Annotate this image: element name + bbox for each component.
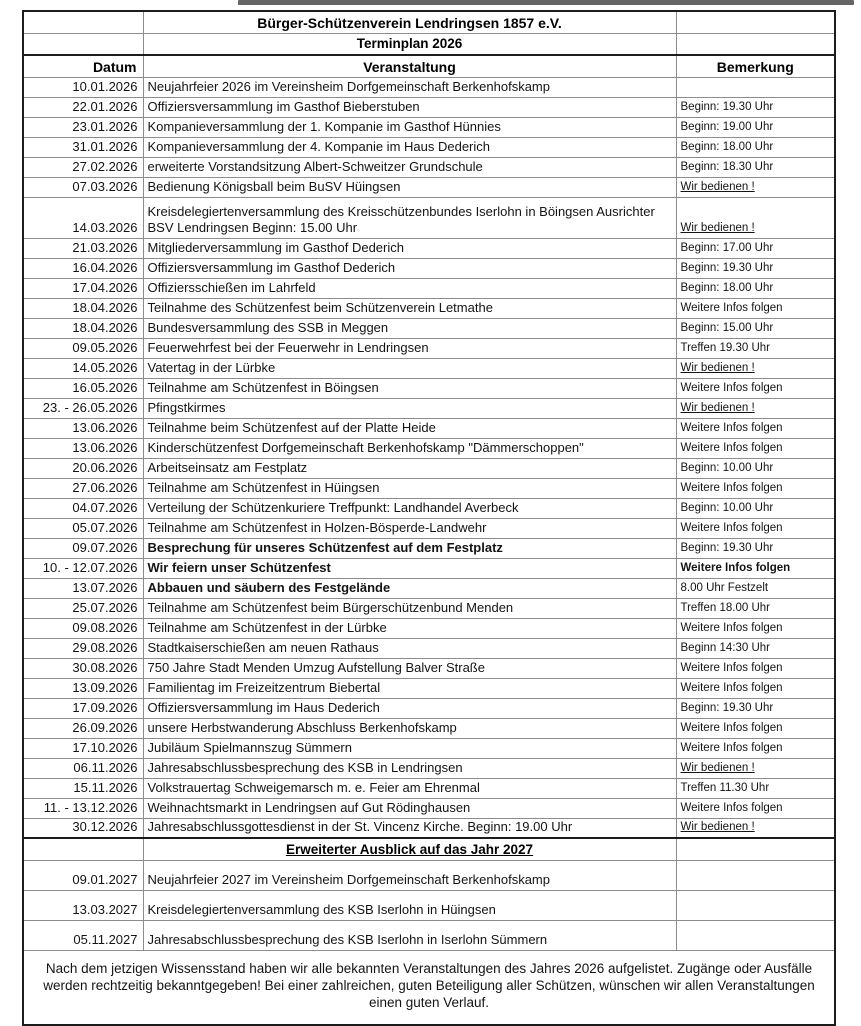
table-row [23,438,835,458]
page-subtitle: Terminplan 2026 [143,33,676,55]
date-cell: 06.11.2026 [23,758,143,778]
date-cell: 23.01.2026 [23,117,143,137]
remark-text: Wir bedienen ! [680,821,755,833]
remark-cell [676,578,835,598]
event-cell: Stadtkaiserschießen am neuen Rathaus [143,638,676,658]
date-cell: 15.11.2026 [23,778,143,798]
event-cell: Offiziersversammlung im Haus Dederich [143,698,676,718]
table-row [23,398,835,418]
date-cell: 16.05.2026 [23,378,143,398]
schedule-2027-body [23,860,835,950]
remark-cell [676,238,835,258]
table-row [23,920,835,950]
remark-text: Weitere Infos folgen [680,621,783,634]
date-cell: 09.01.2027 [23,860,143,890]
date-cell: 23. - 26.05.2026 [23,398,143,418]
date-cell: 09.07.2026 [23,538,143,558]
remark-text: Wir bedienen ! [680,221,755,234]
table-row [23,518,835,538]
remark-text: Beginn: 18.00 Uhr [680,140,774,153]
column-header-bemerkung: Bemerkung [676,55,835,77]
subtitle-row [23,33,835,55]
event-cell: Teilnahme beim Schützenfest auf der Platte Heide [143,418,676,438]
date-cell: 22.01.2026 [23,97,143,117]
date-cell: 27.02.2026 [23,157,143,177]
event-cell: Besprechung für unseres Schützenfest auf dem Festplatz [143,538,676,558]
event-cell: Familientag im Freizeitzentrum Biebertal [143,678,676,698]
remark-cell [676,558,835,578]
remark-cell [676,598,835,618]
outlook-header-right-cell [676,838,835,860]
remark-text: Beginn: 18.30 Uhr [680,160,774,173]
event-cell: Jahresabschlussbesprechung des KSB Iserlohn in Iserlohn Sümmern [143,920,676,950]
remark-text: Weitere Infos folgen [680,721,783,734]
event-cell: Kreisdelegiertenversammlung des KSB Iserlohn in Hüingsen [143,890,676,920]
event-cell: Verteilung der Schützenkuriere Treffpunkt: Landhandel Averbeck [143,498,676,518]
remark-cell [676,197,835,238]
remark-cell [676,890,835,920]
remark-cell [676,678,835,698]
event-cell: Abbauen und säubern des Festgelände [143,578,676,598]
table-row [23,177,835,197]
schedule-2026-body [23,77,835,838]
table-row [23,758,835,778]
column-header-veranstaltung: Veranstaltung [143,55,676,77]
date-cell: 17.10.2026 [23,738,143,758]
event-cell: Offiziersversammlung im Gasthof Bieberstuben [143,97,676,117]
date-cell: 17.09.2026 [23,698,143,718]
table-row [23,638,835,658]
date-cell: 13.03.2027 [23,890,143,920]
event-cell: Kinderschützenfest Dorfgemeinschaft Berkenhofskamp "Dämmerschoppen" [143,438,676,458]
scan-artifact [238,0,854,5]
table-row [23,860,835,890]
event-cell: Teilnahme am Schützenfest beim Bürgerschützenbund Menden [143,598,676,618]
event-cell: Teilnahme am Schützenfest in Hüingsen [143,478,676,498]
subtitle-right-cell [676,33,835,55]
table-row [23,738,835,758]
table-row [23,478,835,498]
event-cell [143,197,676,238]
remark-cell [676,137,835,157]
table-row [23,618,835,638]
date-cell: 30.12.2026 [23,818,143,838]
footer-row [23,950,835,1025]
event-cell: unsere Herbstwanderung Abschluss Berkenhofskamp [143,718,676,738]
remark-cell [676,177,835,197]
table-row [23,818,835,838]
event-cell: Volkstrauertag Schweigemarsch m. e. Feier am Ehrenmal [143,778,676,798]
remark-cell [676,278,835,298]
remark-text: Treffen 18.00 Uhr [680,601,770,614]
remark-text: 8.00 Uhr Festzelt [680,581,769,594]
remark-cell [676,438,835,458]
event-cell: Feuerwehrfest bei der Feuerwehr in Lendringsen [143,338,676,358]
remark-text: Weitere Infos folgen [680,681,783,694]
event-cell: Jahresabschlussbesprechung des KSB in Lendringsen [143,758,676,778]
event-cell: Neujahrfeier 2027 im Vereinsheim Dorfgemeinschaft Berkenhofskamp [143,860,676,890]
event-line: BSV Lendringsen Beginn: 15.00 Uhr [147,219,358,235]
remark-text: Beginn: 10.00 Uhr [680,461,774,474]
table-row [23,157,835,177]
table-header-rows [23,11,835,77]
remark-cell [676,618,835,638]
remark-text: Treffen 11.30 Uhr [680,781,770,794]
remark-cell [676,758,835,778]
remark-cell [676,418,835,438]
event-cell: Neujahrfeier 2026 im Vereinsheim Dorfgemeinschaft Berkenhofskamp [143,77,676,97]
event-cell: Jubiläum Spielmannszug Sümmern [143,738,676,758]
table-row [23,117,835,137]
remark-text: Weitere Infos folgen [680,481,783,494]
column-header-row [23,55,835,77]
remark-text: Beginn: 10.00 Uhr [680,501,774,514]
remark-cell [676,778,835,798]
remark-cell [676,77,835,97]
remark-text: Wir bedienen ! [680,761,755,774]
table-row [23,238,835,258]
remark-cell [676,258,835,278]
event-cell: Kompanieversammlung der 1. Kompanie im Gasthof Hünnies [143,117,676,137]
remark-cell [676,738,835,758]
date-cell: 14.03.2026 [23,197,143,238]
date-cell: 17.04.2026 [23,278,143,298]
date-cell: 07.03.2026 [23,177,143,197]
remark-cell [676,860,835,890]
remark-text: Weitere Infos folgen [680,561,791,574]
date-cell: 09.05.2026 [23,338,143,358]
remark-text: Beginn: 19.30 Uhr [680,701,774,714]
table-row [23,338,835,358]
date-cell: 16.04.2026 [23,258,143,278]
event-cell: Arbeitseinsatz am Festplatz [143,458,676,478]
table-row [23,137,835,157]
event-cell: Wir feiern unser Schützenfest [143,558,676,578]
outlook-section [23,838,835,860]
remark-cell [676,638,835,658]
remark-cell [676,698,835,718]
date-cell: 04.07.2026 [23,498,143,518]
outlook-section-title: Erweiterter Ausblick auf das Jahr 2027 [143,838,676,860]
table-row [23,538,835,558]
title-row [23,11,835,33]
event-cell: Kompanieversammlung der 4. Kompanie im Haus Dederich [143,137,676,157]
remark-cell [676,658,835,678]
date-cell: 18.04.2026 [23,318,143,338]
date-cell: 05.11.2027 [23,920,143,950]
remark-text: Beginn 14:30 Uhr [680,641,771,654]
event-cell: Mitgliederversammlung im Gasthof Dederich [143,238,676,258]
remark-text: Weitere Infos folgen [680,801,783,814]
title-left-cell [23,11,143,33]
remark-text: Weitere Infos folgen [680,741,783,754]
table-row [23,718,835,738]
event-cell: 750 Jahre Stadt Menden Umzug Aufstellung Balver Straße [143,658,676,678]
remark-cell [676,318,835,338]
event-cell: Teilnahme des Schützenfest beim Schützenverein Letmathe [143,298,676,318]
date-cell: 25.07.2026 [23,598,143,618]
remark-cell [676,538,835,558]
title-right-cell [676,11,835,33]
event-cell: Bedienung Königsball beim BuSV Hüingsen [143,177,676,197]
table-row [23,458,835,478]
table-row [23,318,835,338]
page-title: Bürger-Schützenverein Lendringsen 1857 e.V. [143,11,676,33]
remark-text: Beginn: 17.00 Uhr [680,241,774,254]
footer-cell [23,950,835,1025]
remark-text: Weitere Infos folgen [680,381,783,394]
table-row [23,197,835,238]
date-cell: 18.04.2026 [23,298,143,318]
table-row [23,558,835,578]
remark-text: Beginn: 18.00 Uhr [680,281,774,294]
remark-text: Beginn: 15.00 Uhr [680,321,774,334]
table-row [23,298,835,318]
terminplan-table [22,10,836,1026]
table-row [23,658,835,678]
remark-text: Beginn: 19.30 Uhr [680,261,774,274]
remark-cell [676,478,835,498]
footer-section [23,950,835,1025]
table-row [23,258,835,278]
date-cell: 31.01.2026 [23,137,143,157]
date-cell: 21.03.2026 [23,238,143,258]
outlook-header-left-cell [23,838,143,860]
date-cell: 29.08.2026 [23,638,143,658]
remark-cell [676,920,835,950]
event-cell: Teilnahme am Schützenfest in Holzen-Bösperde-Landwehr [143,518,676,538]
date-cell: 09.08.2026 [23,618,143,638]
remark-cell [676,798,835,818]
date-cell: 30.08.2026 [23,658,143,678]
remark-text: Beginn: 19.30 Uhr [680,100,774,113]
table-row [23,698,835,718]
event-cell: Offiziersschießen im Lahrfeld [143,278,676,298]
remark-cell [676,97,835,117]
date-cell: 26.09.2026 [23,718,143,738]
remark-cell [676,157,835,177]
remark-text: Weitere Infos folgen [680,421,783,434]
table-row [23,890,835,920]
column-header-datum: Datum [23,55,143,77]
date-cell: 11. - 13.12.2026 [23,798,143,818]
date-cell: 13.07.2026 [23,578,143,598]
remark-cell [676,298,835,318]
remark-text: Weitere Infos folgen [680,661,783,674]
event-cell: Jahresabschlussgottesdienst in der St. Vincenz Kirche. Beginn: 19.00 Uhr [143,818,676,838]
date-cell: 10. - 12.07.2026 [23,558,143,578]
table-row [23,378,835,398]
remark-text: Treffen 19.30 Uhr [680,341,770,354]
event-cell: Teilnahme am Schützenfest in der Lürbke [143,618,676,638]
date-cell: 13.06.2026 [23,438,143,458]
event-cell: Offiziersversammlung im Gasthof Dederich [143,258,676,278]
table-row [23,418,835,438]
footer-note: Nach dem jetzigen Wissensstand haben wir alle bekannten Veranstaltungen des Jahres 2026 aufgelistet. Zugänge oder Ausfälle werden rechtzeitig bekanntgegeben! Bei einer zahlreichen, guten Beteiligung aller Schützen, wünschen wir allen Veranstaltungen einen guten Verlauf. [43,960,815,1010]
table-row [23,678,835,698]
event-cell: Pfingstkirmes [143,398,676,418]
date-cell: 10.01.2026 [23,77,143,97]
table-row [23,798,835,818]
remark-cell [676,338,835,358]
remark-cell [676,498,835,518]
remark-text: Wir bedienen ! [680,361,755,374]
remark-cell [676,378,835,398]
table-row [23,778,835,798]
date-cell: 13.09.2026 [23,678,143,698]
remark-text: Beginn: 19.00 Uhr [680,120,774,133]
date-cell: 13.06.2026 [23,418,143,438]
remark-cell [676,718,835,738]
outlook-header-row [23,838,835,860]
table-row [23,97,835,117]
remark-text: Weitere Infos folgen [680,301,783,314]
table-row [23,77,835,97]
remark-cell [676,518,835,538]
date-cell: 27.06.2026 [23,478,143,498]
event-line: Kreisdelegiertenversammlung des Kreisschützenbundes Iserlohn in Böingsen Ausrichter [147,203,655,219]
table-row [23,578,835,598]
remark-cell [676,458,835,478]
remark-cell [676,398,835,418]
event-cell: erweiterte Vorstandsitzung Albert-Schweitzer Grundschule [143,157,676,177]
remark-cell [676,818,835,838]
date-cell: 05.07.2026 [23,518,143,538]
date-cell: 14.05.2026 [23,358,143,378]
remark-cell [676,358,835,378]
event-cell: Weihnachtsmarkt in Lendringsen auf Gut Rödinghausen [143,798,676,818]
table-row [23,498,835,518]
subtitle-left-cell [23,33,143,55]
remark-text: Weitere Infos folgen [680,521,783,534]
event-cell: Vatertag in der Lürbke [143,358,676,378]
date-cell: 20.06.2026 [23,458,143,478]
table-row [23,358,835,378]
remark-cell [676,117,835,137]
table-row [23,598,835,618]
table-row [23,278,835,298]
remark-text: Beginn: 19.30 Uhr [680,541,774,554]
event-cell: Bundesversammlung des SSB in Meggen [143,318,676,338]
event-cell: Teilnahme am Schützenfest in Böingsen [143,378,676,398]
remark-text: Wir bedienen ! [680,401,755,414]
remark-text: Weitere Infos folgen [680,441,783,454]
remark-text: Wir bedienen ! [680,180,755,193]
